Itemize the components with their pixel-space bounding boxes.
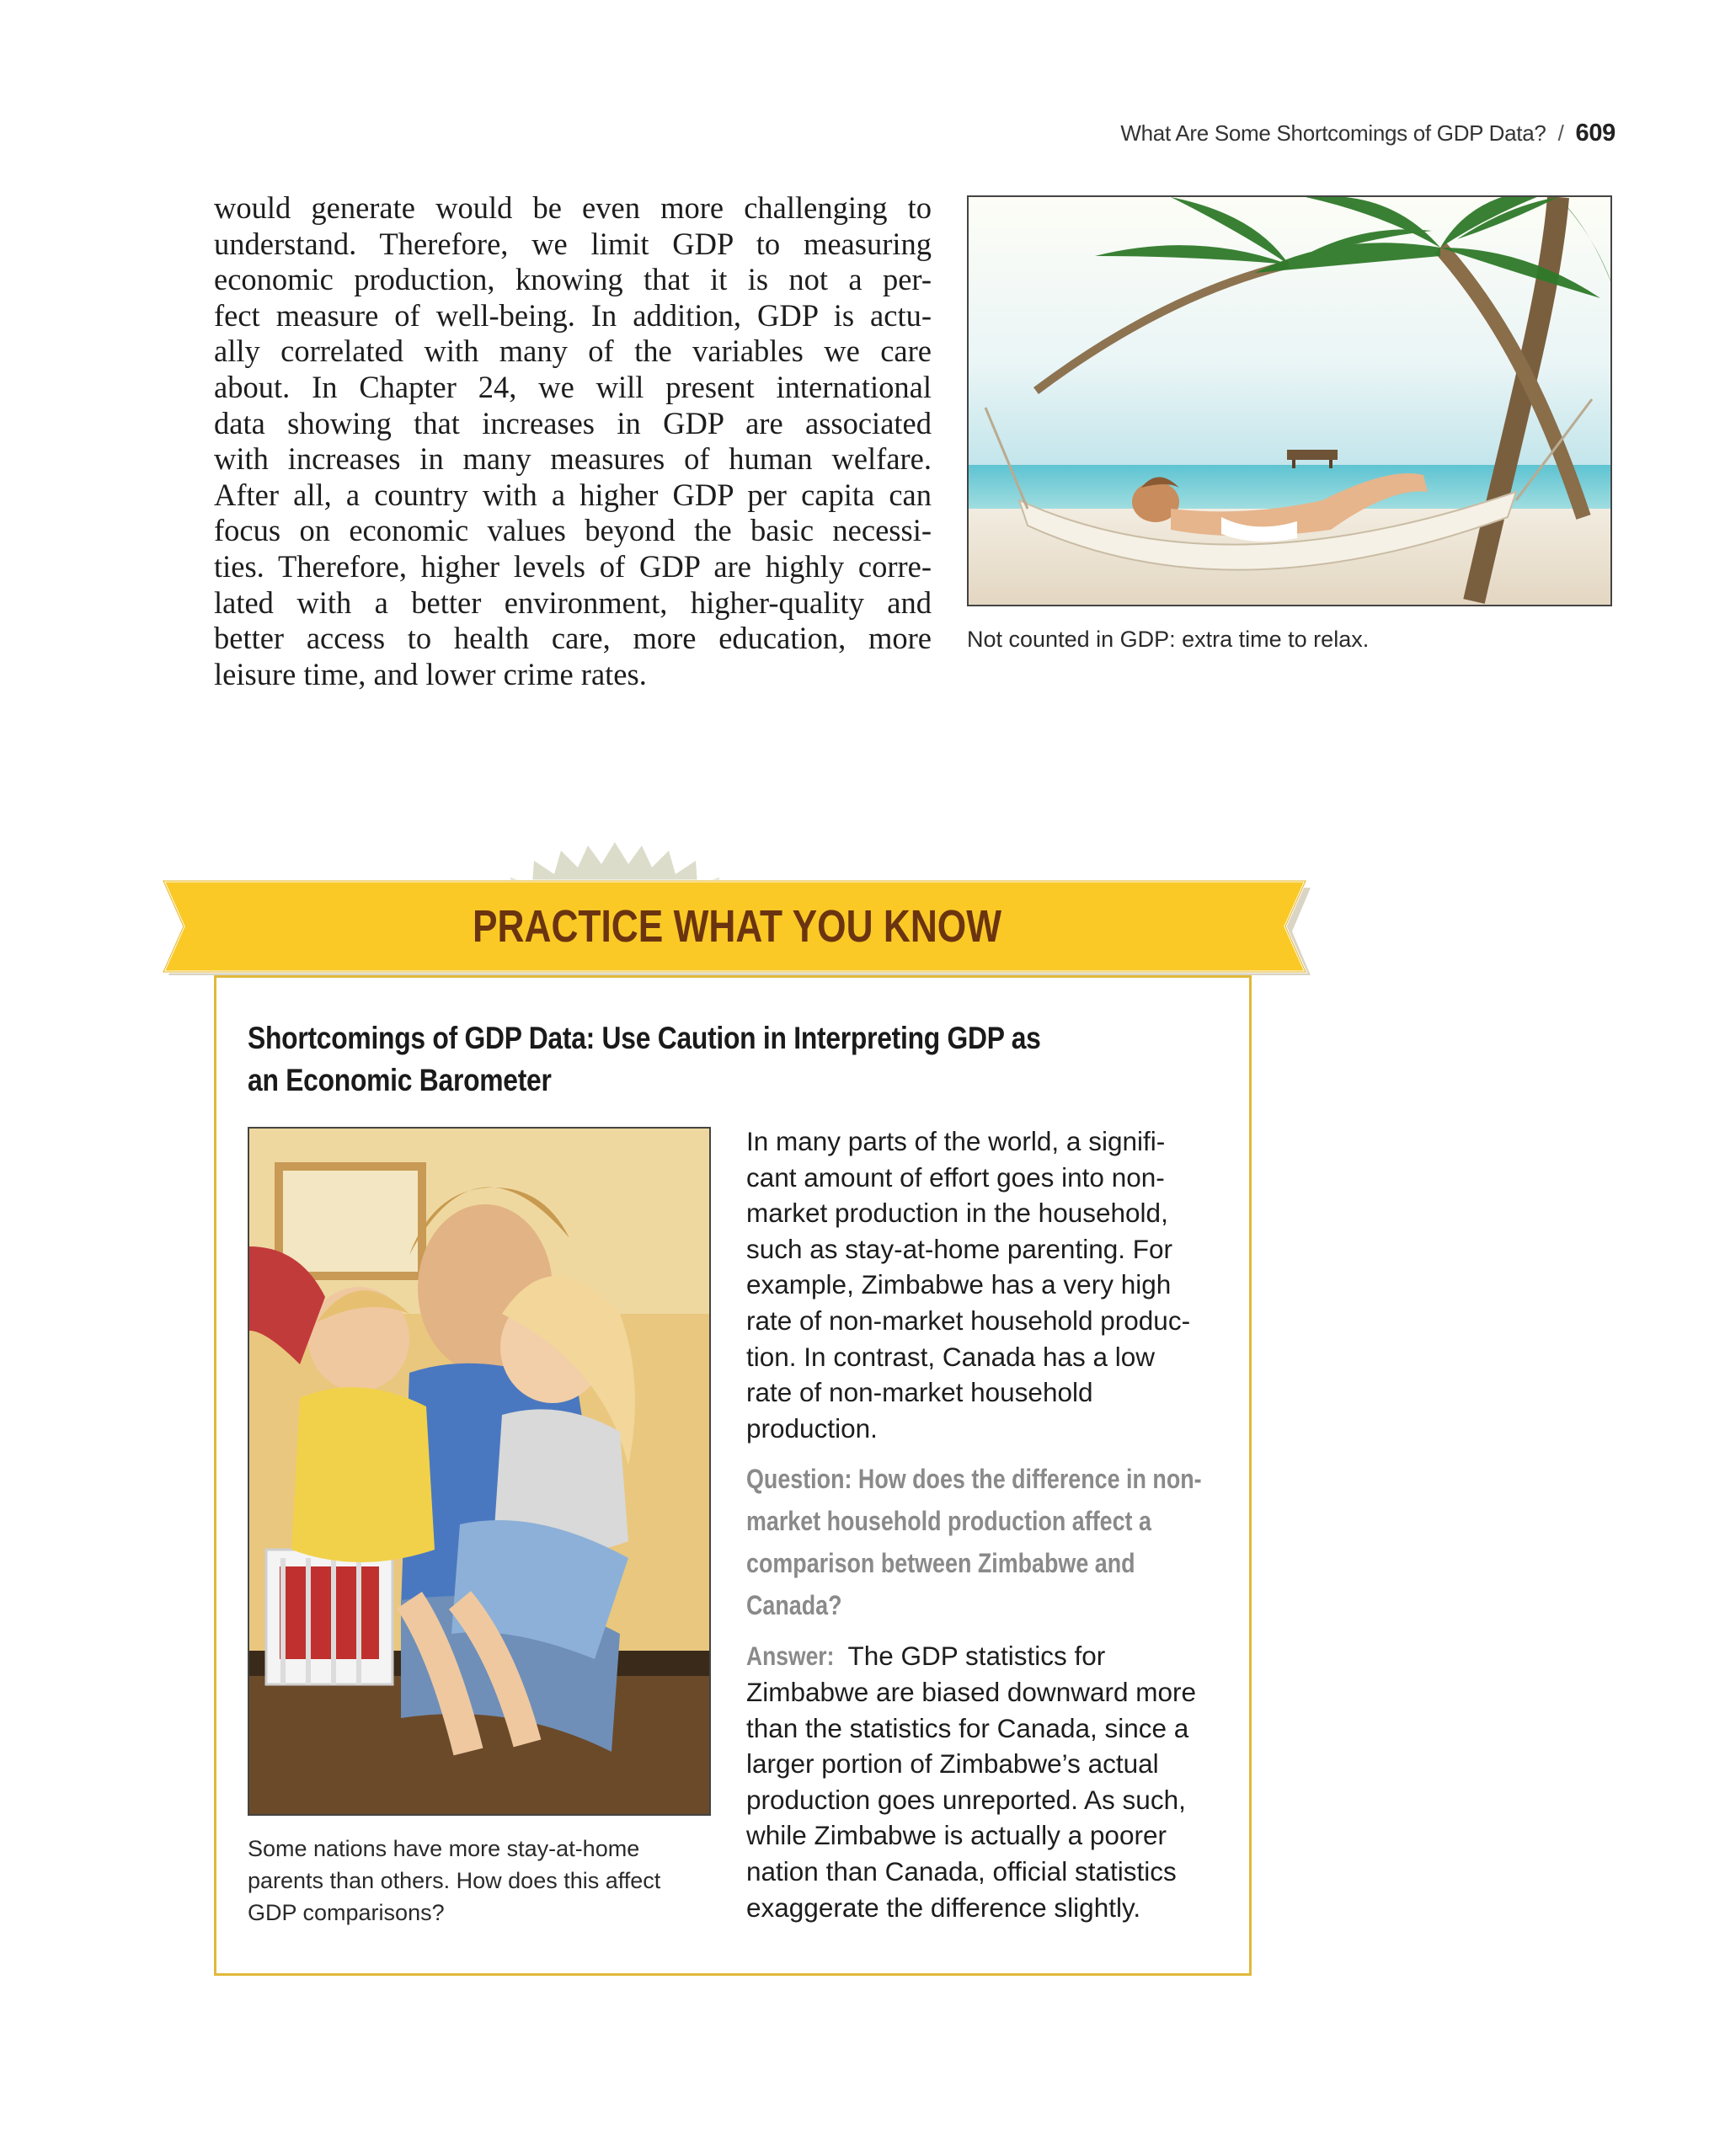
family-laundry-photo bbox=[248, 1127, 711, 1816]
body-line: data showing that increases in GDP are associated bbox=[214, 405, 932, 440]
intro-line: example, Zimbabwe has a very high bbox=[746, 1269, 1172, 1300]
body-line: better access to health care, more education, more bbox=[214, 621, 932, 656]
answer-paragraph bbox=[746, 1638, 1218, 1925]
practice-box-title: Shortcomings of GDP Data: Use Caution in Interpreting GDP as an Economic Barometer bbox=[248, 1021, 1041, 1097]
banner-label: PRACTICE WHAT YOU KNOW bbox=[472, 901, 1002, 952]
body-line: with increases in many measures of human welfare. bbox=[214, 441, 932, 477]
body-paragraph bbox=[214, 190, 932, 692]
practice-right-column bbox=[746, 1123, 1218, 1925]
body-line: fect measure of well-being. In addition, GDP is actu- bbox=[214, 297, 932, 333]
intro-line: rate of non-market household produc- bbox=[746, 1305, 1191, 1336]
body-line: would generate would be even more challenging to bbox=[214, 190, 932, 225]
running-title: What Are Some Shortcomings of GDP Data? bbox=[1120, 120, 1546, 146]
intro-line: rate of non-market household bbox=[746, 1377, 1093, 1408]
answer-text: The GDP statistics for Zimbabwe are biased downward more than the statistics for Canada, since a larger portion of Zimbabwe’s actual production goes unreported. As such, while Zimbabwe is actually a poorer nation than Canada, official statistics exaggerate the difference slightly. bbox=[746, 1641, 1197, 1923]
body-line: understand. Therefore, we limit GDP to measuring bbox=[214, 226, 932, 261]
intro-paragraph bbox=[746, 1123, 1218, 1446]
family-photo-caption: Some nations have more stay-at-home parents than others. How does this affect GDP comparisons? bbox=[248, 1836, 661, 1925]
intro-line: tion. In contrast, Canada has a low bbox=[746, 1341, 1156, 1372]
body-line: economic production, knowing that it is not a per- bbox=[214, 262, 932, 297]
beach-hammock-photo bbox=[967, 195, 1612, 606]
body-line: focus on economic values beyond the basic necessi- bbox=[214, 513, 932, 548]
intro-line: market production in the household, bbox=[746, 1198, 1168, 1229]
intro-line: cant amount of effort goes into non- bbox=[746, 1161, 1165, 1193]
body-line: ties. Therefore, higher levels of GDP are highly corre- bbox=[214, 548, 932, 584]
running-head bbox=[1120, 120, 1616, 147]
intro-line: production. bbox=[746, 1412, 878, 1444]
beach-photo-caption: Not counted in GDP: extra time to relax. bbox=[967, 627, 1370, 652]
question-text: Question: How does the difference in non-market household production affect a comparison between Zimbabwe and Canada? bbox=[746, 1464, 1202, 1621]
page-number: 609 bbox=[1575, 120, 1616, 147]
intro-line: such as stay-at-home parenting. For bbox=[746, 1233, 1172, 1264]
body-line: about. In Chapter 24, we will present international bbox=[214, 369, 932, 404]
running-head-separator: / bbox=[1557, 120, 1564, 146]
family-illustration bbox=[249, 1129, 711, 1816]
answer-label: Answer: bbox=[746, 1641, 835, 1672]
beach-hammock-illustration bbox=[969, 197, 1612, 606]
intro-line: In many parts of the world, a signifi- bbox=[746, 1126, 1166, 1156]
body-line: leisure time, and lower crime rates. bbox=[214, 656, 647, 691]
body-line: lated with a better environment, higher-quality and bbox=[214, 584, 932, 620]
body-line: After all, a country with a higher GDP per capita can bbox=[214, 477, 932, 512]
body-line: ally correlated with many of the variables we care bbox=[214, 334, 932, 369]
